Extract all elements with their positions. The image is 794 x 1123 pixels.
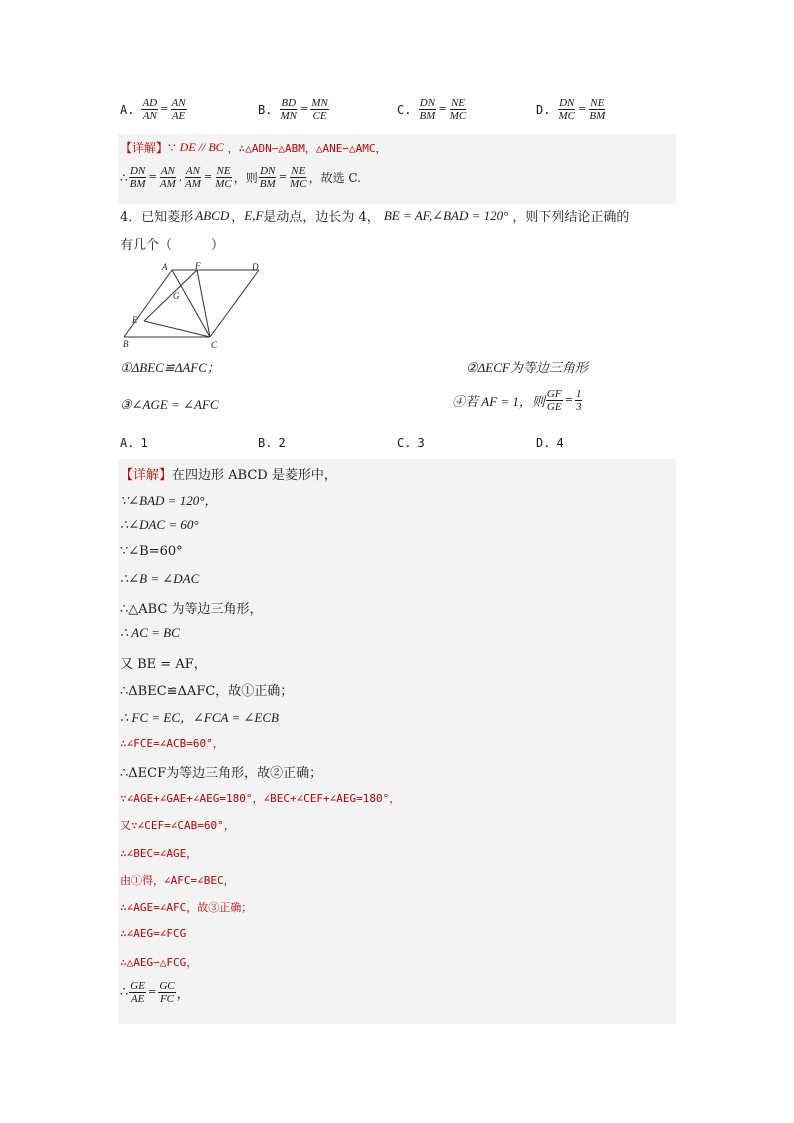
denominator: BM xyxy=(129,178,146,190)
fraction xyxy=(214,165,233,190)
solution-line xyxy=(120,598,263,617)
statement-2 xyxy=(466,357,588,376)
option-label: A. xyxy=(120,436,135,450)
label-g: G xyxy=(173,291,180,301)
fraction xyxy=(588,97,606,122)
q4-option-d xyxy=(536,436,564,450)
option-value: 3 xyxy=(417,436,425,450)
q3-answer-line-1 xyxy=(120,139,387,156)
denominator: MC xyxy=(558,110,575,122)
math-expr: DE // BC xyxy=(179,140,224,154)
numerator: BD xyxy=(281,97,297,109)
option-d: D. $\frac{DN}{MC}$ = $\frac{NE}{BM}$ xyxy=(536,97,606,122)
fraction xyxy=(171,97,187,122)
statement-4 xyxy=(452,388,583,413)
solution-text: ∵∠BAD = 120°， xyxy=(120,493,218,508)
numerator: AN xyxy=(185,165,200,177)
fraction xyxy=(141,97,158,122)
option-label: D. xyxy=(536,436,551,450)
fraction xyxy=(184,165,202,190)
denominator: CE xyxy=(312,110,327,122)
math-expr: BE = AF,∠BAD = 120° xyxy=(383,207,509,223)
solution-text: ， xyxy=(176,987,190,1002)
solution-line xyxy=(120,625,180,641)
question-text: ，则下列结论正确的 xyxy=(512,210,630,225)
option-value: 1 xyxy=(140,436,148,450)
option-c: C. $\frac{DN}{BM}$ = $\frac{NE}{MC}$ xyxy=(397,97,467,122)
numerator: GC xyxy=(159,980,175,992)
segment-fc xyxy=(197,270,210,337)
numerator: NE xyxy=(291,165,306,177)
numerator: DN xyxy=(559,97,575,109)
numerator: NE xyxy=(216,165,231,177)
option-b: B. $\frac{BD}{MN}$ = $\frac{MN}{CE}$ xyxy=(258,97,328,122)
fraction xyxy=(310,97,329,122)
numerator: GF xyxy=(546,388,562,400)
fraction xyxy=(418,97,436,122)
solution-line xyxy=(120,707,279,726)
statement-3 xyxy=(120,397,219,413)
statement-text: ④若 AF = 1，则 xyxy=(452,394,545,409)
q4-option-c xyxy=(397,436,425,450)
solution-text: 由①得，∠AFC=∠BEC， xyxy=(120,874,235,887)
numerator: MN xyxy=(311,97,328,109)
therefore-symbol: ∴ xyxy=(120,170,128,185)
solution-text: ∵∠B=60° xyxy=(120,544,183,559)
fraction xyxy=(259,165,277,190)
numerator: DN xyxy=(419,97,436,109)
solution-line xyxy=(120,817,235,833)
option-a: A. $\frac{AD}{AN}$ = $\frac{AN}{AE}$ xyxy=(120,97,186,122)
denominator: AE xyxy=(171,110,186,122)
solution-text: ∴△AEG∽△FCG， xyxy=(120,956,198,969)
equals-sign: = xyxy=(564,395,573,406)
answer-text: ，则 xyxy=(233,171,258,185)
denominator: MC xyxy=(215,178,232,190)
edge-dc xyxy=(210,270,259,337)
numerator: GE xyxy=(130,980,145,992)
segment-ec xyxy=(144,321,210,337)
solution-line xyxy=(120,845,197,861)
denominator: FC xyxy=(159,993,175,1005)
solution-text: ∴∠BEC=∠AGE， xyxy=(120,847,198,860)
solution-line xyxy=(120,954,197,970)
solution-line xyxy=(120,680,293,699)
denominator: 3 xyxy=(575,401,582,413)
fraction xyxy=(575,388,583,413)
q3-answer-line-2: ∴ $\frac{DN}{BM}$ = $\frac{AN}{AM}$ , $\frac{AN}{AM}$ = $\frac{NE}{MC}$ ，则 $\frac{DN}{BM}$ = $\frac{NE}{MC}$ ，故选 C. xyxy=(120,165,361,190)
option-value: 4 xyxy=(556,436,564,450)
math-expr: E,F xyxy=(244,207,264,223)
label-c: C xyxy=(211,340,218,350)
numerator: AN xyxy=(160,165,175,177)
statement-text: ②ΔECF为等边三角形 xyxy=(466,360,588,375)
question-number: 4． xyxy=(120,210,142,225)
answer-text: ，故选 C. xyxy=(308,171,361,185)
solution-text: ∴∠FCE=∠ACB=60°， xyxy=(120,737,224,750)
solution-text: 在四边形 ABCD 是菱形中， xyxy=(172,468,337,483)
question-text: 是动点，边长为 4， xyxy=(263,210,380,225)
solution-text: 又∵∠CEF=∠CAB=60°， xyxy=(120,819,235,832)
denominator: BM xyxy=(589,110,606,122)
denominator: MN xyxy=(280,110,297,122)
solution-line xyxy=(120,735,224,751)
solution-line xyxy=(120,544,183,559)
question-text: 有几个（ ） xyxy=(120,238,225,253)
solution-line: ∴ $\frac{GE}{AE}$ = $\frac{GC}{FC}$ ， xyxy=(120,980,190,1005)
label-e: E xyxy=(132,315,138,325)
option-label: D. xyxy=(536,102,551,117)
therefore-symbol: ∴ xyxy=(120,985,129,1000)
denominator: MC xyxy=(290,178,307,190)
solution-line xyxy=(120,790,400,806)
solution-text: ∴ FC = EC，∠FCA = ∠ECB xyxy=(120,710,279,725)
denominator: MC xyxy=(449,110,467,122)
solution-text: ∴ΔBEC≌ΔAFC，故①正确； xyxy=(120,684,294,699)
fraction xyxy=(158,980,175,1005)
solution-text: 又 BE = AF， xyxy=(120,657,207,672)
solution-text: ∴∠B = ∠DAC xyxy=(120,571,200,586)
label-a: A xyxy=(162,262,168,272)
numerator: NE xyxy=(590,97,605,109)
q4-stem-line-2 xyxy=(120,234,224,253)
detail-tag: 【详解】 xyxy=(120,141,169,155)
denominator: BM xyxy=(259,178,276,190)
numerator: 1 xyxy=(575,388,582,400)
solution-text: ∴∠AGE=∠AFC，故③正确； xyxy=(120,901,253,914)
denominator: AM xyxy=(159,178,176,190)
label-b: B xyxy=(123,339,129,349)
numerator: AD xyxy=(142,97,158,109)
segment-fe xyxy=(144,270,197,321)
denominator: AN xyxy=(142,110,157,122)
solution-text: ∴ AC = BC xyxy=(120,625,180,640)
edge-ba xyxy=(124,270,172,337)
statement-text: ①ΔBEC≌ΔAFC； xyxy=(120,360,220,375)
option-label: C. xyxy=(397,436,412,450)
numerator: DN xyxy=(129,165,146,177)
q4-stem-line-1 xyxy=(120,206,629,225)
solution-line xyxy=(120,927,186,940)
label-f: F xyxy=(195,261,201,271)
solution-text: ∴∠AEG=∠FCG xyxy=(120,927,187,940)
because-symbol: ∵ xyxy=(168,140,176,155)
fraction xyxy=(546,388,563,413)
option-label: C. xyxy=(397,102,412,117)
denominator: BM xyxy=(419,110,436,122)
question-text: 已知菱形 xyxy=(141,210,194,225)
solution-line xyxy=(120,872,235,888)
fraction xyxy=(449,97,468,122)
denominator: GE xyxy=(546,401,562,413)
solution-line xyxy=(120,571,199,587)
answer-text: ，∴△ADN∽△ABM，△ANE∽△AMC， xyxy=(227,141,387,155)
solution-line xyxy=(120,762,322,781)
diagonal-ac xyxy=(172,270,210,337)
solution-text: ∴∠DAC = 60° xyxy=(120,517,199,532)
solution-line xyxy=(120,653,207,672)
question-text: ， xyxy=(231,210,245,225)
fraction xyxy=(289,165,308,190)
solution-line xyxy=(120,464,337,483)
numerator: AN xyxy=(171,97,186,109)
numerator: NE xyxy=(450,97,466,109)
option-label: A. xyxy=(120,102,135,117)
detail-tag: 【详解】 xyxy=(120,468,173,483)
fraction xyxy=(279,97,298,122)
fraction xyxy=(159,165,177,190)
fraction xyxy=(129,165,147,190)
fraction xyxy=(129,980,146,1005)
option-label: B. xyxy=(258,436,273,450)
q4-option-b xyxy=(258,436,286,450)
statement-1 xyxy=(120,357,220,376)
solution-text: ∴ΔECF为等边三角形，故②正确； xyxy=(120,766,323,781)
statement-text: ③∠AGE = ∠AFC xyxy=(120,397,219,412)
solution-text: ∵∠AGE+∠GAE+∠AEG=180°，∠BEC+∠CEF+∠AEG=180°， xyxy=(120,792,401,805)
solution-line xyxy=(120,490,217,509)
solution-text: ∴△ABC 为等边三角形， xyxy=(120,602,263,617)
numerator: DN xyxy=(260,165,276,177)
label-d: D xyxy=(252,262,259,272)
denominator: AM xyxy=(185,178,201,190)
q4-option-a xyxy=(120,436,148,450)
option-value: 2 xyxy=(278,436,286,450)
solution-line xyxy=(120,899,252,915)
option-label: B. xyxy=(258,102,273,117)
fraction xyxy=(557,97,576,122)
math-expr: ABCD xyxy=(195,207,230,223)
solution-line xyxy=(120,517,199,533)
denominator: AE xyxy=(130,993,145,1005)
rhombus-diagram xyxy=(124,262,274,350)
